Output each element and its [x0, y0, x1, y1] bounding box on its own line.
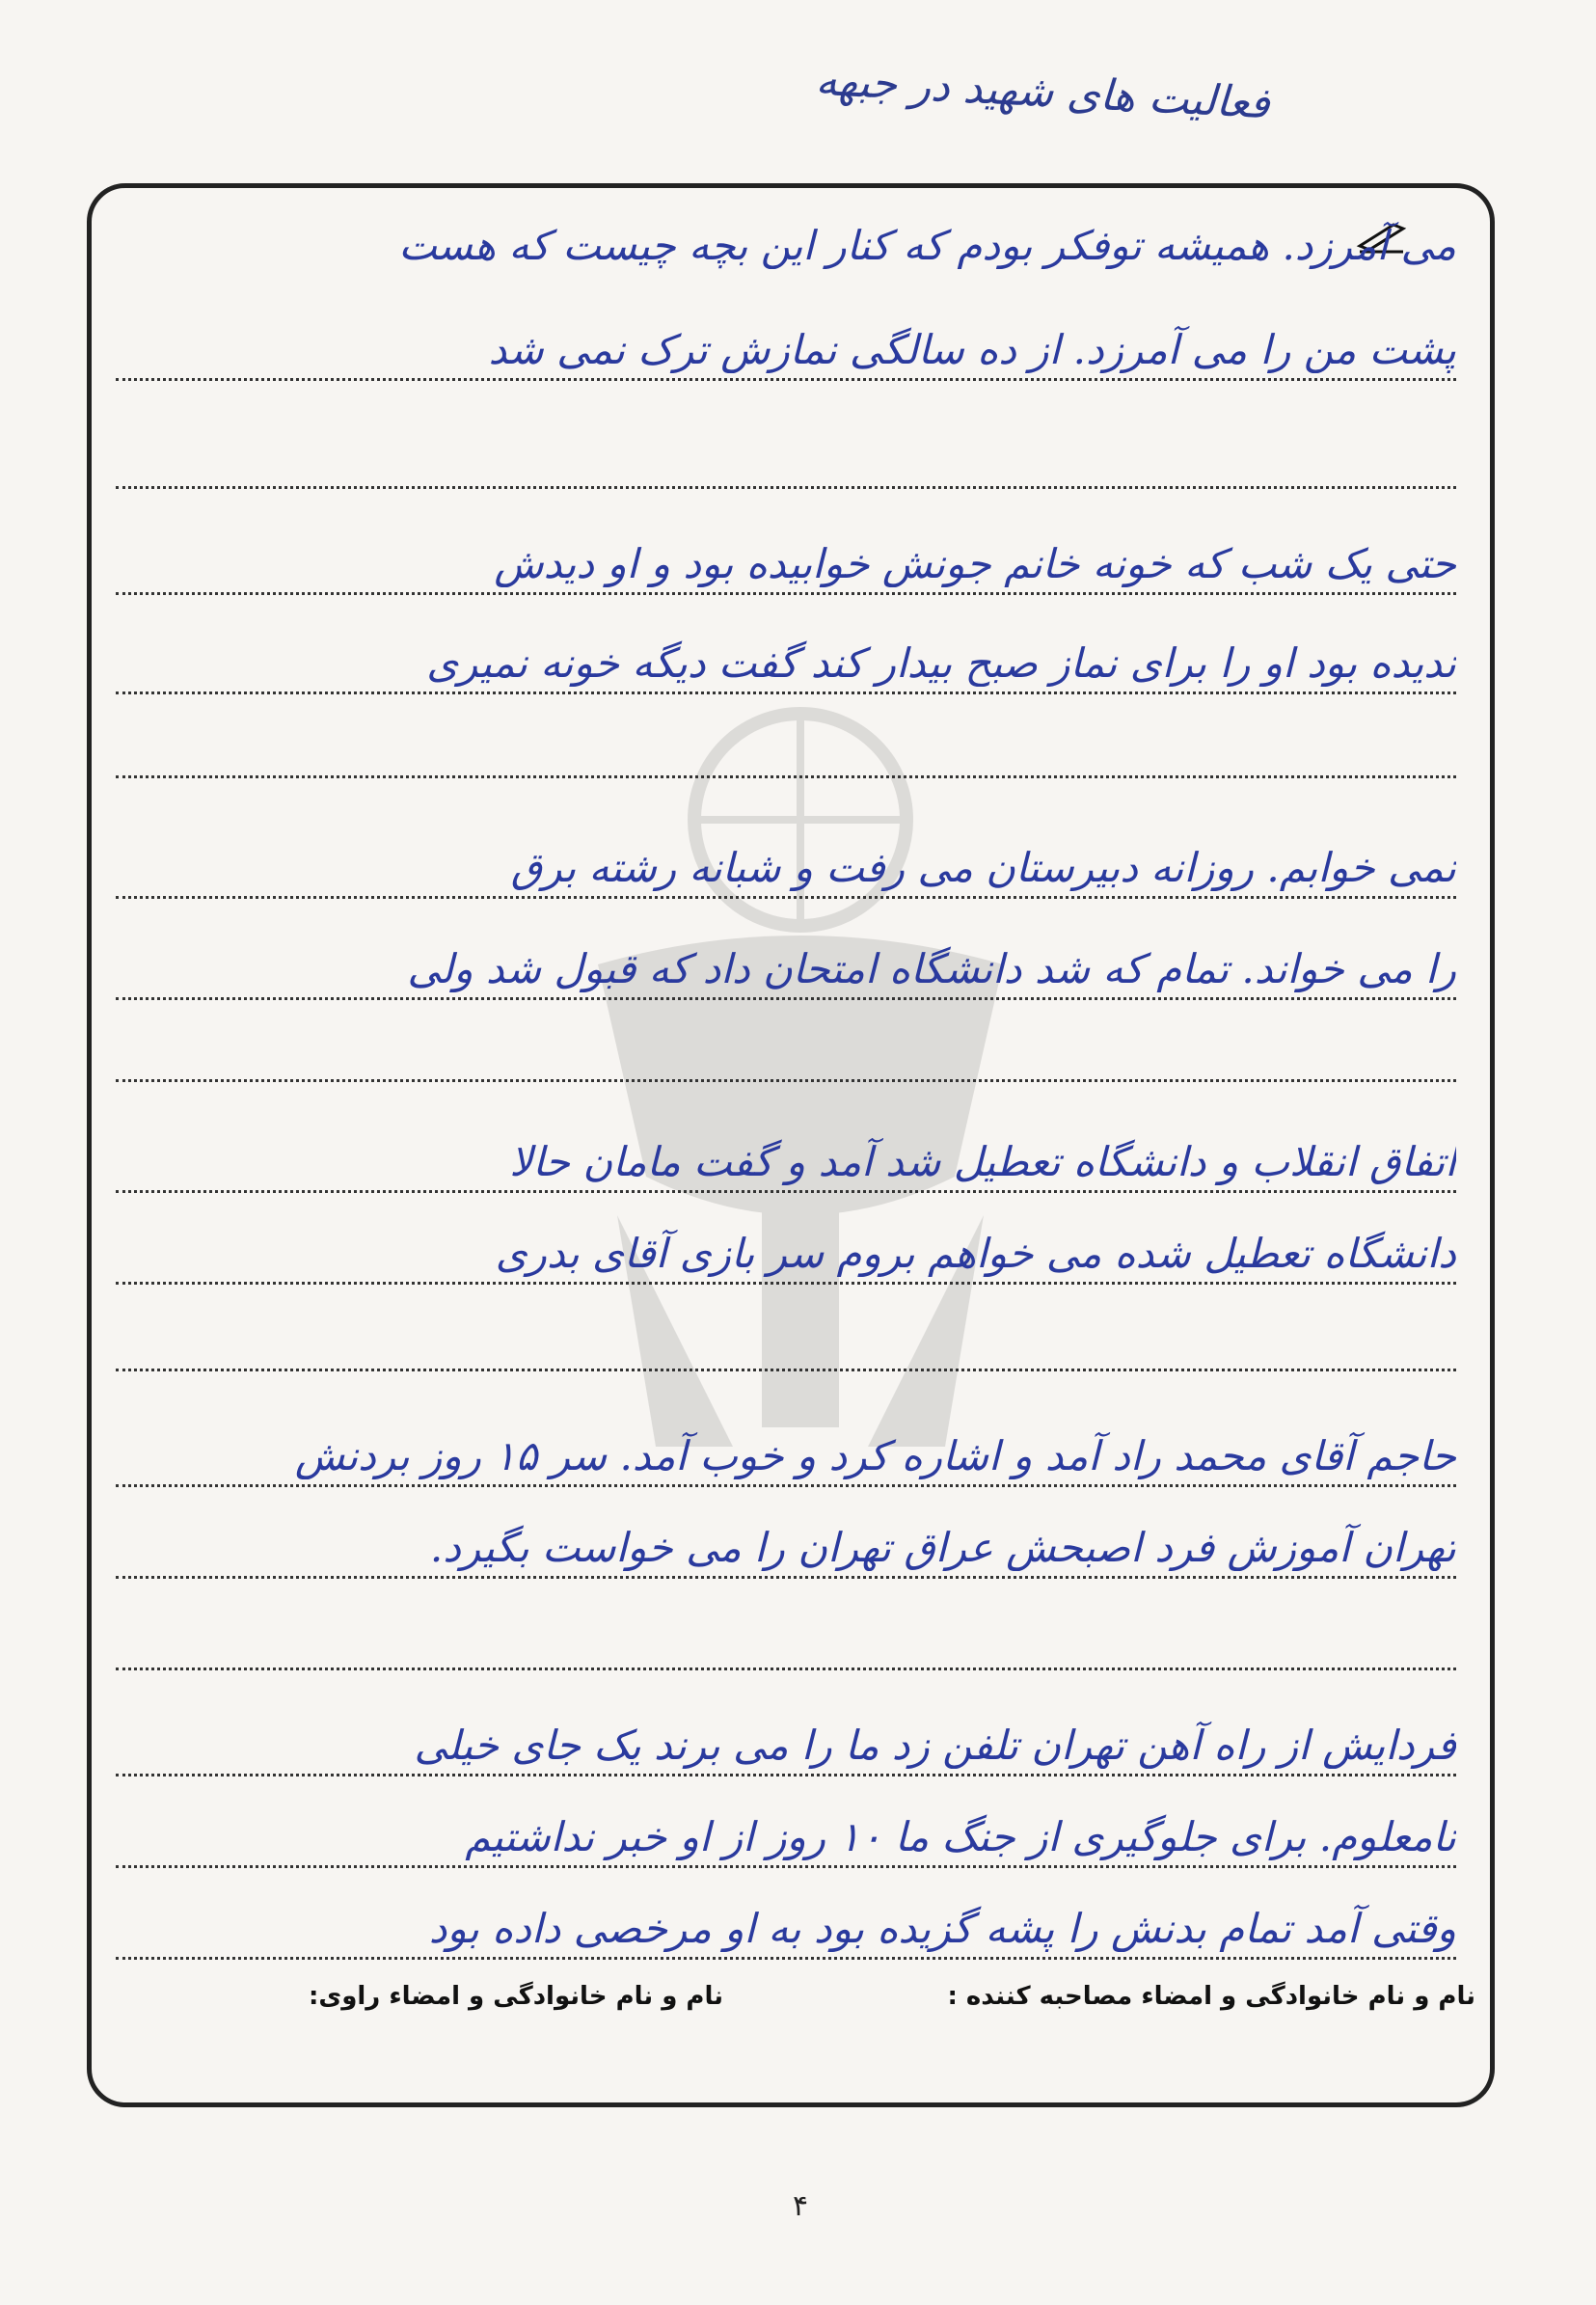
dotted-rule [116, 1957, 1456, 1960]
handwritten-text: اتفاق انقلاب و دانشگاه تعطیل شد آمد و گفت مامان حالا [509, 1138, 1456, 1185]
handwritten-text: فردایش از راه آهن تهران تلفن زد ما را می برند یک جای خیلی [414, 1722, 1456, 1769]
handwritten-text: حتی یک شب که خونه خانم جونش خوابیده بود و او دیدش [494, 540, 1456, 587]
handwritten-text: ندیده بود او را برای نماز صبح بیدار کند گفت دیگه خونه نمیری [426, 639, 1456, 687]
dotted-rule [116, 775, 1456, 778]
handwritten-text: می آمرزد. همیشه توفکر بودم که کنار این بچه چیست که هست [398, 222, 1456, 269]
writing-line [116, 974, 1456, 1082]
writing-line [116, 1562, 1456, 1670]
handwritten-text: پشت من را می آمرزد. از ده سالگی نمازش ترک نمی شد [488, 326, 1456, 373]
handwritten-text: حاجم آقای محمد راد آمد و اشاره کرد و خوب آمد. سر ۱۵ روز بردنش [294, 1432, 1456, 1479]
page-number: ۴ [792, 2189, 809, 2223]
writing-line [116, 487, 1456, 595]
handwritten-text: را می خواند. تمام که شد دانشگاه امتحان داد که قبول شد ولی [407, 945, 1456, 992]
handwritten-heading: فعالیت های شهید در جبهه [814, 55, 1271, 129]
handwritten-text: دانشگاه تعطیل شده می خواهم بروم سر بازی آقای بدری [495, 1230, 1456, 1277]
writing-line [116, 273, 1456, 381]
signature-footer [125, 1982, 1475, 2040]
writing-line [116, 1263, 1456, 1371]
writing-line [116, 169, 1456, 277]
dotted-rule [116, 1079, 1456, 1082]
writing-line [116, 791, 1456, 899]
narrator-signature-label: نام و نام خانوادگی و امضاء راوی: [309, 1982, 723, 2011]
handwritten-text: نمی خوابم. روزانه دبیرستان می رفت و شبانه رشته برق [510, 844, 1456, 891]
dotted-rule [116, 1369, 1456, 1371]
writing-line [116, 1852, 1456, 1960]
handwritten-text: وقتی آمد تمام بدنش را پشه گزیده بود به او مرخصی داده بود [428, 1905, 1456, 1952]
writing-line [116, 381, 1456, 489]
interviewer-signature-label: نام و نام خانوادگی و امضاء مصاحبه کننده : [947, 1982, 1475, 2011]
handwritten-text: نامعلوم. برای جلوگیری از جنگ ما ۱۰ روز از او خبر نداشتیم [465, 1813, 1456, 1860]
writing-line [116, 670, 1456, 778]
handwritten-text: تهران آموزش فرد اصبحش عراق تهران را می خواست بگیرد. [429, 1524, 1456, 1571]
